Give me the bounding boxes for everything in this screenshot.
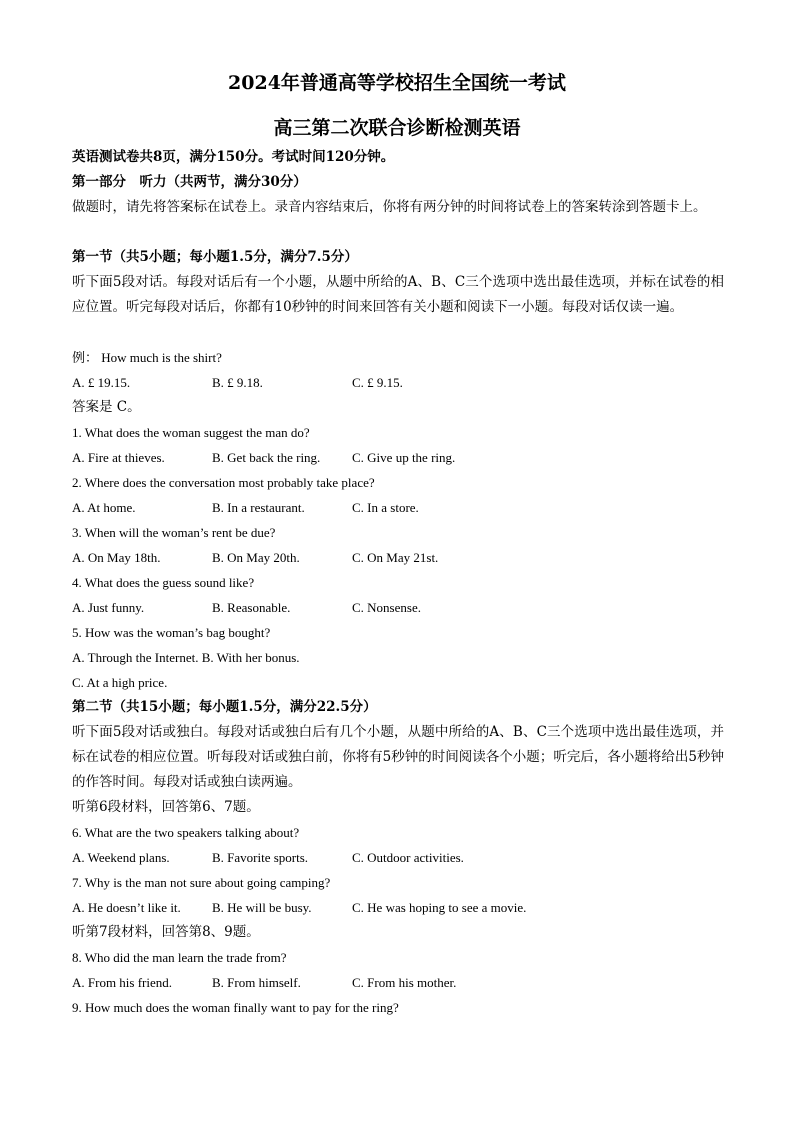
option-b: B. Reasonable. [212,600,291,615]
section2-heading: 第二节（共15小题；每小题1.5分，满分22.5分） [72,699,377,715]
option-a: A. Weekend plans. [72,850,170,865]
exam-title: 2024年普通高等学校招生全国统一考试 [228,72,566,94]
option-c: C. Give up the ring. [352,450,456,465]
question-2: 2. Where does the conversation most probably take place? [72,475,375,490]
section1-heading: 第一节（共5小题；每小题1.5分，满分7.5分） [72,249,358,265]
question-7: 7. Why is the man not sure about going camping? [72,875,331,890]
option-c: C. On May 21st. [352,550,439,565]
material-7-note: 听第7段材料，回答第8、9题。 [72,924,260,940]
option-b: B. He will be busy. [212,900,312,915]
option-a: A. Fire at thieves. [72,450,165,465]
exam-subtitle: 高三第二次联合诊断检测英语 [273,117,521,139]
option-b: B. In a restaurant. [212,500,305,515]
question-3: 3. When will the woman’s rent be due? [72,525,276,540]
option-c: C. £ 9.15. [352,375,403,390]
example-answer: 答案是 C。 [72,399,141,415]
option-b: B. On May 20th. [212,550,300,565]
section1-instructions: 听下面5段对话。每段对话后有一个小题，从题中所给的A、B、C三个选项中选出最佳选项，并标在试卷的相应位置。听完每段对话后，你都有10秒钟的时间来回答有关小题和阅读下一小题。每段对话仅读一遍。 [72,274,724,315]
exam-intro: 英语测试卷共8页，满分150分。考试时间120分钟。 [72,149,395,165]
option-a: A. Just funny. [72,600,145,615]
option-a: A. On May 18th. [72,550,161,565]
question-6: 6. What are the two speakers talking about? [72,825,300,840]
option-a: A. He doesn’t like it. [72,900,181,915]
option-b: B. £ 9.18. [212,375,263,390]
option-b: B. Favorite sports. [212,850,309,865]
option-c: C. Nonsense. [352,600,421,615]
option-a: A. At home. [72,500,136,515]
section2-instructions: 听下面5段对话或独白。每段对话或独白后有几个小题，从题中所给的A、B、C三个选项中选出最佳选项，并标在试卷的相应位置。听每段对话或独白前，你将有5秒钟的时间阅读各个小题；听完后，各小题将给出5秒钟的作答时间。每段对话或独白读两遍。 [72,724,724,790]
question-5: 5. How was the woman’s bag bought? [72,625,271,640]
option-a: A. £ 19.15. [72,375,131,390]
question-5-options-line1: A. Through the Internet. B. With her bonus. [72,650,300,665]
question-5-options-line2: C. At a high price. [72,675,168,690]
option-b: B. From himself. [212,975,301,990]
option-c: C. Outdoor activities. [352,850,464,865]
option-c: C. From his mother. [352,975,457,990]
option-c: C. In a store. [352,500,419,515]
part1-instructions: 做题时，请先将答案标在试卷上。录音内容结束后，你将有两分钟的时间将试卷上的答案转涂到答题卡上。 [72,199,707,215]
question-9: 9. How much does the woman finally want to pay for the ring? [72,1000,399,1015]
question-1: 1. What does the woman suggest the man do? [72,425,310,440]
part1-heading: 第一部分 听力（共两节，满分30分） [72,174,307,190]
option-b: B. Get back the ring. [212,450,321,465]
material-6-note: 听第6段材料，回答第6、7题。 [72,799,260,815]
example-question: 例： How much is the shirt? [72,350,222,365]
question-4: 4. What does the guess sound like? [72,575,255,590]
question-8: 8. Who did the man learn the trade from? [72,950,287,965]
option-a: A. From his friend. [72,975,173,990]
option-c: C. He was hoping to see a movie. [352,900,527,915]
